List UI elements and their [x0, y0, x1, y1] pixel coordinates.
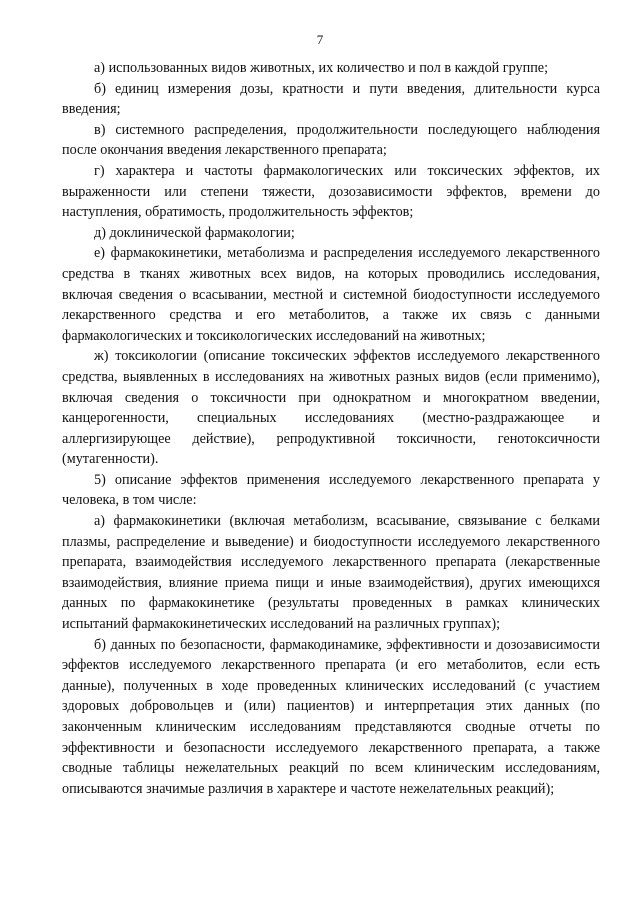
page-number: 7: [316, 32, 324, 47]
paragraph-b-safety-efficacy: б) данных по безопасности, фармакодинамике, эффективности и дозозависимости эффектов исследуемого лекарственного препарата (и его метаболитов, если есть данные), полученных в ходе проведенных клинических исследований (с участием здоровых добровольцев и (или) пациентов) и интерпретация этих данных (по законченным клиническим исследованиям представляются сводные отчеты по эффективности и безопасности исследуемого лекарственного препарата, а также сводные таблицы нежелательных реакций по всем клиническим исследованиям, описываются значимые различия в характере и частоте нежелательных реакций);: [62, 636, 600, 797]
paragraph-5-human-effects: 5) описание эффектов применения исследуемого лекарственного препарата у человека, в том числе:: [62, 471, 600, 509]
paragraph-e-pharmacokinetics: е) фармакокинетики, метаболизма и распределения исследуемого лекарственного средства в тканях животных всех видов, на которых проводились исследования, включая сведения о всасывании, местной и системной биодоступности исследуемого лекарственного средства и его метаболитов, а также их связь с данными фармакологических и токсикологических исследований на животных;: [62, 245, 600, 344]
paragraph-zh-toxicology: ж) токсикологии (описание токсических эффектов исследуемого лекарственного средства, выявленных в исследованиях на животных разных видов (если применимо), включая сведения о токсичности при однократном и многократном введении, канцерогенности, специальных исследованиях (местно-раздражающее и аллергизирующее действие), репродуктивной токсичности, генотоксичности (мутагенности).: [62, 348, 600, 468]
paragraph-v-distribution: в) системного распределения, продолжительности последующего наблюдения после окончания введения лекарственного препарата;: [62, 121, 600, 159]
document-body: [62, 58, 600, 799]
paragraph-a-human-pharmacokinetics: а) фармакокинетики (включая метаболизм, всасывание, связывание с белками плазмы, распределение и выведение) и биодоступности исследуемого лекарственного препарата, взаимодействия исследуемого лекарственного препарата (лекарственные взаимодействия, влияние приема пищи и иные взаимодействия), других имеющихся данных по фармакокинетике (результаты проведенных в рамках клинических испытаний фармакокинетических исследований на различных группах);: [62, 513, 600, 633]
paragraph-a-animals: а) использованных видов животных, их количество и пол в каждой группе;: [94, 60, 549, 76]
paragraph-b-dosage: б) единиц измерения дозы, кратности и пути введения, длительности курса введения;: [62, 80, 600, 118]
paragraph-d-preclinical-pharmacology: д) доклинической фармакологии;: [94, 224, 295, 241]
paragraph-g-effects: г) характера и частоты фармакологических или токсических эффектов, их выраженности или степени тяжести, дозозависимости эффектов, времени до наступления, обратимость, продолжительность эффектов;: [62, 162, 600, 221]
